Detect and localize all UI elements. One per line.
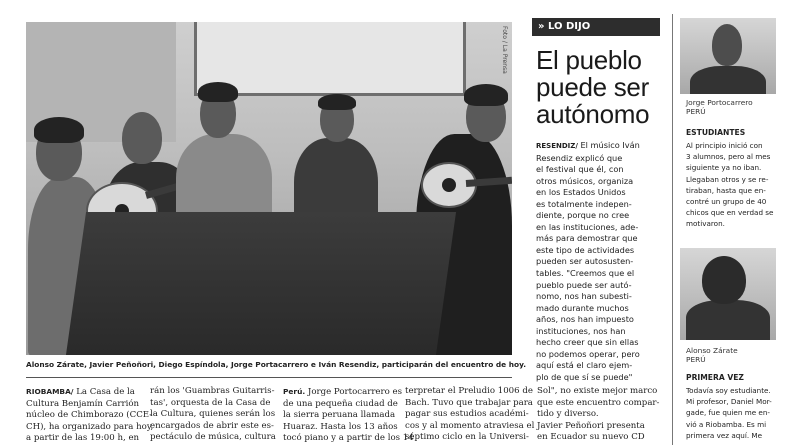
quote-line: es totalmente indepen- <box>536 198 632 209</box>
profile-subhead-2: PRIMERA VEZ <box>686 373 744 382</box>
profile-line: vió a Riobamba. Es mi <box>686 419 767 429</box>
article-column-3 <box>283 386 414 445</box>
profile-line: siguiente ya no iban. <box>686 163 762 173</box>
profile-country: PERÚ <box>686 355 706 364</box>
headline-line: puede ser <box>536 72 649 102</box>
article-column-5 <box>537 386 669 444</box>
article-line: encargados de abrir este es- <box>150 420 274 431</box>
photo-credit: Foto / La Prensa <box>501 26 508 74</box>
article-line: Cultura Benjamín Carrión <box>26 398 140 409</box>
article-line: tocó piano y a partir de los 14 <box>283 433 414 444</box>
article-line: rán los 'Guambras Guitarris- <box>150 386 275 396</box>
caption-divider <box>26 377 512 378</box>
photo-table <box>66 212 456 355</box>
quote-line: tables. "Creemos que el <box>536 268 635 279</box>
column-divider <box>672 14 673 445</box>
profile-text-1 <box>686 140 773 230</box>
double-chevron-icon: » <box>538 21 545 32</box>
portrait-portocarrero <box>680 18 776 94</box>
headline-line: El pueblo <box>536 45 642 75</box>
article-line: de una pequeña ciudad de <box>283 398 398 409</box>
quote-lead: RESENDIZ/ <box>536 142 578 150</box>
profile-line: 3 alumnos, pero al mes <box>686 152 771 162</box>
profile-line: Mi profesor, Daniel Mor- <box>686 397 772 407</box>
article-line: terpretar el Preludio 1006 de <box>405 386 533 396</box>
quote-line: nomo, nos han subesti- <box>536 291 632 302</box>
main-photo <box>26 22 512 355</box>
quote-line: años, nos han impuesto <box>536 314 634 325</box>
article-line: que este encuentro compar- <box>537 397 660 408</box>
article-line: La Casa de la <box>73 387 135 397</box>
quote-line: aquí está el claro ejem- <box>536 360 633 371</box>
profile-name-2 <box>686 346 738 364</box>
article-line: cos y al momento atraviesa el <box>405 420 535 431</box>
sidebar-headline <box>536 47 670 128</box>
profile-country: PERÚ <box>686 107 706 116</box>
article-line: Javier Peñoñori presenta <box>537 420 645 431</box>
quote-line: pueblo puede ser autó- <box>536 279 632 290</box>
quote-line: el festival que él, con <box>536 164 624 175</box>
quote-line: Resendiz explicó que <box>536 152 623 163</box>
section-tag <box>532 18 660 36</box>
article-line: tas', orquesta de la Casa de <box>150 397 271 408</box>
article-line: CH), ha organizado para hoy, <box>26 421 154 432</box>
article-column-1 <box>26 386 154 445</box>
profile-line: Todavía soy estudiante. <box>686 386 771 395</box>
profile-line: tiraban, hasta que en- <box>686 185 766 195</box>
quote-line: pueden ser autosusten- <box>536 256 634 267</box>
article-line: tido y diverso. <box>537 409 599 420</box>
profile-line: primera vez aquí. Me <box>686 430 763 440</box>
photo-screen <box>194 22 466 96</box>
article-line: séptimo ciclo en la Universi- <box>405 432 529 443</box>
profile-name: Alonso Zárate <box>686 346 738 355</box>
portrait-zarate <box>680 248 776 340</box>
article-line: en Ecuador su nuevo CD <box>537 432 645 443</box>
profile-name: Jorge Portocarrero <box>686 98 753 107</box>
profile-line: gade, fue quien me en- <box>686 408 770 418</box>
quote-line: más para demostrar que <box>536 233 638 244</box>
profile-name-1 <box>686 98 753 116</box>
article-column-4 <box>405 386 535 444</box>
article-line: Bach. Tuvo que trabajar para <box>405 397 533 408</box>
article-subhead: Perú. <box>283 387 306 396</box>
quote-line: en los Estados Unidos <box>536 187 626 198</box>
article-line: Huaraz. Hasta los 13 años <box>283 421 398 432</box>
sidebar-quote <box>536 140 668 383</box>
article-column-2 <box>150 386 278 444</box>
quote-line: hecho creer que sin ellas <box>536 337 639 348</box>
article-line: núcleo de Chimborazo (CCE- <box>26 410 153 421</box>
section-tag-label: LO DIJO <box>547 21 591 32</box>
article-line: pagar sus estudios académi- <box>405 409 529 420</box>
quote-line: este tipo de actividades <box>536 244 635 255</box>
quote-line: plo de que sí se puede" <box>536 371 633 382</box>
article-line: Jorge Portocarrero es <box>305 387 403 397</box>
photo-caption: Alonso Zárate, Javier Peñoñori, Diego Espíndola, Jorge Portacarrero e Iván Resendiz, participarán del encuentro de hoy. <box>26 360 527 369</box>
headline-line: autónomo <box>536 99 650 129</box>
profile-line: Llegaban otros y se re- <box>686 174 769 184</box>
profile-subhead-1: ESTUDIANTES <box>686 128 746 137</box>
article-line: la Cultura, quienes serán los <box>150 409 276 420</box>
profile-line: Al principio inició con <box>686 141 763 150</box>
article-dateline: RIOBAMBA/ <box>26 387 74 396</box>
profile-text-2 <box>686 385 772 441</box>
article-line: la sierra peruana llamada <box>283 410 396 421</box>
article-line: pectáculo de música, cultura <box>150 432 276 443</box>
quote-line: no podemos operar, pero <box>536 348 640 359</box>
profile-line: contré un grupo de 40 <box>686 197 767 207</box>
quote-line: diente, porque no cree <box>536 210 630 221</box>
quote-line: en las instituciones, ade- <box>536 221 639 232</box>
profile-line: motivaron. <box>686 219 725 229</box>
article-line: a partir de las 19:00 h, en <box>26 433 140 444</box>
profile-line: chicos que en verdad se <box>686 208 774 218</box>
article-line: Sol", no existe mejor marco <box>537 386 658 396</box>
quote-line: instituciones, nos han <box>536 325 626 336</box>
quote-line: mado durante muchos <box>536 302 629 313</box>
quote-line: otros músicos, organiza <box>536 175 634 186</box>
quote-line: El músico Iván <box>577 140 640 150</box>
